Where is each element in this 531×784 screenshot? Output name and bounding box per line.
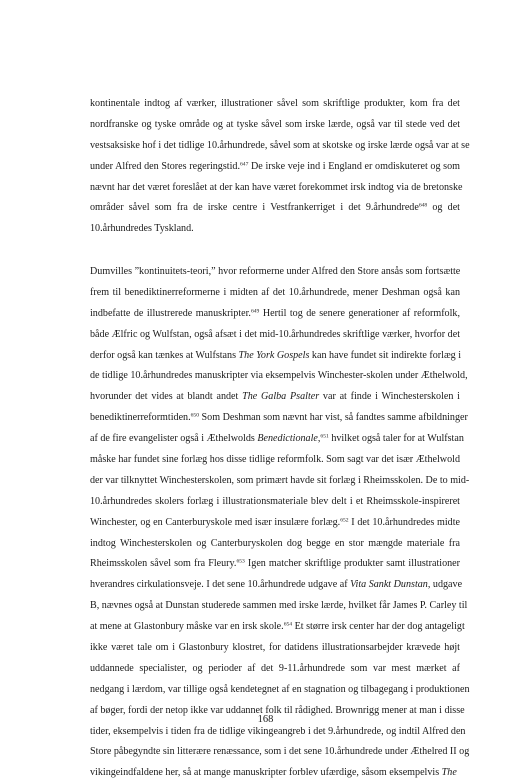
footnote-marker[interactable]: 649 [250, 308, 260, 315]
text-run: hvorunder det vides at blandt andet [90, 391, 243, 403]
text-line [90, 198, 460, 219]
text-run: var at finde i Winchesterskolen i [319, 391, 460, 403]
text-run: og det [427, 202, 460, 214]
text-run: hvilket også taler for at Wulfstan [328, 433, 464, 445]
text-line [90, 596, 468, 617]
text-run: indtog Winchesterskolen og Canterburyskolen dog begge en stor mængde materiale fra [90, 537, 460, 549]
text-run: kontinentale indtog af værker, illustrationer såvel som skriftlige produkter, kom fra det [90, 98, 460, 109]
text-run: indbefatte de illustrerede manuskripter. [90, 307, 251, 319]
text-line [90, 262, 460, 283]
text-line [90, 387, 460, 408]
text-line [90, 513, 460, 534]
text-run: de tidlige 10.århundredes manuskripter via eksempelvis Winchester-skolen under Æthelwold, [90, 370, 468, 382]
text-run: benediktinerreformtiden. [90, 412, 191, 424]
text-run: De irske veje ind i England er omdiskuteret og som [248, 160, 460, 172]
italic-title: Vita Sankt Dunstan, [350, 579, 431, 591]
text-line [90, 94, 460, 115]
text-run: 10.århundredes Tyskland. [90, 223, 194, 235]
text-line [90, 219, 460, 240]
text-run: Dumvilles ”kontinuitets-teori,” hvor reformerne under Alfred den Store ansås som fortsætte [90, 266, 461, 277]
footnote-marker[interactable]: 650 [190, 412, 200, 419]
text-line [90, 492, 460, 513]
footnote-marker[interactable]: 653 [236, 558, 245, 565]
text-run: tider, eksempelvis i tiden fra de tidlige vikingeangreb i det 9.århundrede, og indtil Alfred den [90, 725, 466, 737]
italic-title: The [441, 767, 457, 779]
text-run: udgave [430, 579, 463, 591]
footnote-marker[interactable]: 648 [418, 202, 428, 209]
text-run: Winchester, og en Canterburyskole med især insulære forlæg. [90, 516, 341, 528]
text-run: vikingeindfaldene her, så at mange manuskripter forblev ufærdige, såsom eksempelvis [90, 767, 442, 779]
text-run: Igen matcher skriftlige produkter samt illustrationer [244, 558, 461, 570]
text-run: kan have fundet sit indirekte forlæg i [309, 349, 462, 361]
text-run: under Alfred den Stores regeringstid. [90, 160, 240, 172]
text-line [90, 638, 460, 659]
text-line [90, 429, 464, 450]
page-number: 168 [257, 714, 274, 725]
paragraph-2 [90, 262, 470, 784]
text-run: at mene at Glastonbury måske var en irsk skole. [90, 621, 284, 633]
text-line [90, 575, 463, 596]
footnote-marker[interactable]: 652 [340, 517, 349, 524]
text-line [90, 178, 463, 199]
text-line [90, 617, 465, 638]
text-run: derfor også kan tænkes at Wulfstans [90, 349, 239, 361]
text-run: der var tilknyttet Winchesterskolen, som primært havde sit forlæg i Rheimsskolen. De to mid- [90, 474, 470, 486]
text-run: Som Deshman som nævnt har vist, så fandtes samme afbildninger [199, 412, 468, 424]
text-run: vestsaksiske hof i det tidlige 10.århundrede, såvel som at skotske og irske lærde også var at se [90, 139, 470, 151]
text-line [90, 115, 460, 136]
text-line [90, 450, 460, 471]
text-run: Hertil tog de senere generationer af reformfolk, [259, 307, 460, 319]
footnote-marker[interactable]: 651 [320, 433, 329, 440]
text-line [90, 534, 460, 555]
text-run: uddannede specialister, og perioder af det 9-11.århundrede som var mest mærket af [90, 662, 460, 674]
text-line [90, 366, 468, 387]
text-run: af bøger, fordi der netop ikke var uddannet folk til rådighed. Brownrigg mener at man i disse [90, 704, 465, 716]
text-run: I det 10.århundredes midte [348, 516, 460, 528]
text-run: nævnt har det været foreslået at der kan have været forekommet irsk indtog via de bretonske [90, 181, 463, 193]
text-run: , [317, 433, 321, 445]
italic-title: The York Gospels [238, 349, 310, 361]
text-line [90, 136, 470, 157]
text-line [90, 408, 468, 429]
text-run: både Ælfric og Wulfstan, også afsæt i det mid-10.århundredes skriftlige værker, hvorfor det [90, 328, 460, 340]
text-run: nordfranske og tyske område og at tyske såvel som irske lærde, også var til stede ved det [90, 118, 460, 130]
italic-title: Benedictionale [257, 433, 318, 445]
text-run: hverandres cirkulationsveje. I det sene 10.århundrede udgave af [90, 579, 351, 591]
text-run: af de fire evangelister også i Æthelwolds [90, 433, 258, 445]
text-line [90, 471, 470, 492]
footnote-marker[interactable]: 647 [239, 161, 249, 168]
text-line [90, 680, 470, 701]
text-run: måske har fundet sine forlæg hos disse tidlige reformfolk. Som sagt var det især Æthelwold [90, 454, 460, 466]
text-run: områder såvel som fra de irske centre i Vestfrankerriget i det 9.århundrede [90, 202, 419, 214]
text-line [90, 763, 460, 784]
text-run: Et større irsk center har der dog antageligt [292, 621, 465, 633]
text-run: frem til benediktinerreformerne i midten af det 10.århundrede, mener Deshman også kan [90, 286, 460, 298]
text-line [90, 554, 460, 575]
text-line [90, 283, 460, 304]
text-line [90, 157, 460, 178]
text-line [90, 346, 460, 367]
text-run: nedgang i lærdom, var tillige også kendetegnet af en stagnation og tilbagegang i produktionen [90, 683, 470, 695]
text-line [90, 742, 470, 763]
footnote-marker[interactable]: 654 [283, 621, 293, 628]
italic-title: The Galba Psalter [242, 391, 320, 403]
text-line [90, 325, 460, 346]
text-run: Store påbegyndte sin litterære renæssance, som i det sene 10.århundrede under Æthelred II og [90, 746, 470, 758]
text-run: 10.århundredes skolers forlæg i illustrationsmateriale blev delt i et Rheimsskole-inspireret [90, 495, 460, 507]
text-line [90, 304, 460, 325]
text-run: Rheimsskolen såvel som fra Fleury. [90, 558, 237, 570]
text-line [90, 659, 460, 680]
paragraph-1 [90, 94, 470, 240]
text-run: ikke været tale om i Glastonbury klostret, for datidens illustrationsarbejder krævede højt [90, 642, 460, 654]
text-run: B, nævnes også at Dunstan studerede sammen med irske lærde, hvilket får James P. Carley til [90, 600, 468, 612]
